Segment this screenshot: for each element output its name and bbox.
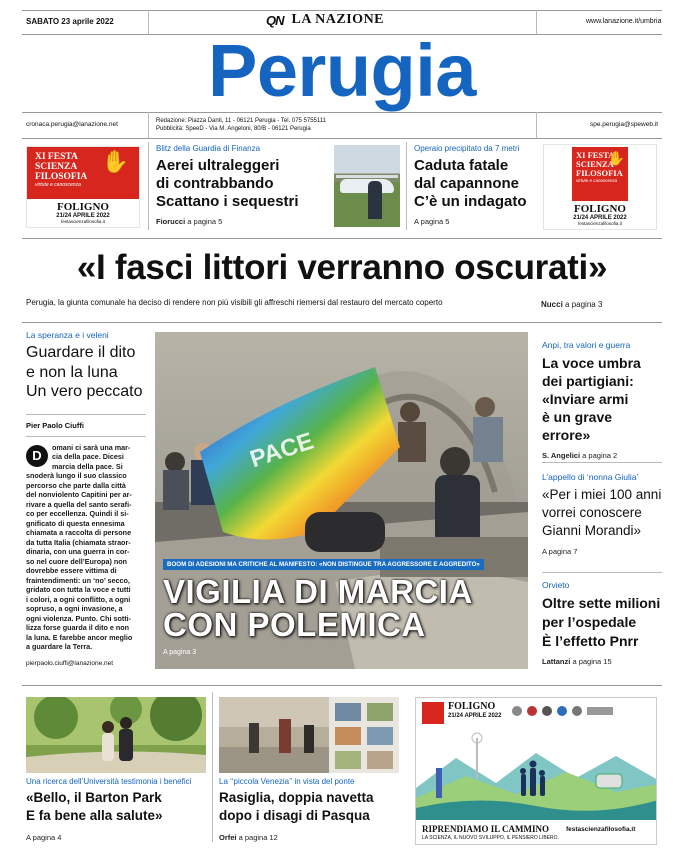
dropcap-block [26, 443, 146, 472]
festa-logo-icon [422, 702, 444, 724]
title-line: dopo i disagi di Pasqua [219, 808, 370, 823]
divider [26, 414, 146, 415]
title-line: Aerei ultraleggeri [156, 157, 280, 174]
sponsor-logos [512, 706, 613, 716]
address-block [156, 117, 326, 133]
editorial-email[interactable]: pierpaolo.ciuffi@lanazione.net [26, 660, 114, 667]
title-line: Scattano i sequestri [156, 193, 299, 210]
story-author: Fiorucci [156, 217, 186, 226]
story-page-ref: a pagina 2 [582, 451, 618, 460]
festa-url: festascienzafilosofia.it [578, 221, 622, 226]
festa-tagline: virtute e canoscenza [576, 178, 618, 183]
issue-date: SABATO 23 aprile 2022 [26, 17, 114, 26]
title-line: è un grave errore» [542, 409, 613, 443]
bottom-story-2[interactable] [219, 777, 409, 842]
sponsor-logo-icon [512, 706, 522, 716]
festa-city: FOLIGNO [574, 203, 626, 215]
section-rule [22, 685, 662, 686]
editorial-body [26, 443, 146, 652]
editorial-author: Pier Paolo Ciuffi [26, 420, 84, 430]
title-line: Caduta fatale [414, 157, 509, 174]
editorial-line: gridato con tutta la voce e tutti [26, 585, 131, 594]
divider [148, 112, 149, 138]
editorial-line: gnificato di questa ennesima [26, 518, 125, 528]
email-left[interactable]: cronaca.perugia@lanazione.net [26, 121, 118, 128]
divider [542, 572, 662, 573]
plane-wing [336, 175, 398, 178]
title-line: È l’effetto Pnrr [542, 633, 639, 649]
festa-line: FILOSOFIA [576, 168, 623, 178]
story-kicker: Blitz della Guardia di Finanza [156, 144, 261, 153]
info-rule [22, 112, 662, 113]
title-line: E fa bene alla salute» [26, 808, 163, 823]
photo-page-ref: A pagina 3 [163, 649, 197, 656]
rasiglia-photo[interactable] [219, 697, 399, 773]
festa-city: FOLIGNO [57, 201, 109, 213]
top-story-1[interactable] [156, 144, 328, 226]
title-line: Guardare il dito [26, 344, 136, 361]
title-line: VIGILIA DI MARCIA [163, 573, 473, 610]
festa-line: XI FESTA [576, 150, 615, 160]
section-rule [22, 238, 662, 239]
headline-subtitle: Perugia, la giunta comunale ha deciso di rendere non più visibili gli affreschi riemersi dal restauro del mercato coperto [26, 298, 443, 307]
editorial-lines [26, 471, 146, 652]
festa-line: XI FESTA [35, 152, 78, 162]
title-line: per l’ospedale [542, 614, 637, 630]
sponsor-logo-icon [572, 706, 582, 716]
title-line: Gianni Morandi» [542, 523, 642, 538]
ad-slogan: RIPRENDIAMO IL CAMMINO [422, 824, 549, 834]
story-author: Lattanzi [542, 657, 571, 666]
headline-page-ref: a pagina 3 [565, 300, 603, 309]
editorial-line: i colori, a ogni conflitto, a ogni [26, 594, 131, 604]
plane-shape [340, 179, 394, 193]
editorial-line: marcia della pace. Si [52, 461, 123, 471]
festa-url: festascienzafilosofia.it [61, 219, 105, 224]
festa-dates: 21/24 APRILE 2022 [56, 213, 110, 219]
plane-photo[interactable] [334, 145, 400, 227]
editorial-line: chiamata a raccolta di persone [26, 528, 132, 537]
title-line: Oltre sette milioni [542, 595, 661, 611]
story-title [219, 789, 409, 825]
title-line: «Bello, il Barton Park [26, 790, 162, 805]
story-kicker: L’appello di ‘nonna Giulia’ [542, 472, 639, 482]
sponsor-logo-icon [542, 706, 552, 716]
website-link[interactable]: www.lanazione.it/umbria [586, 18, 662, 25]
story-page-ref: a pagina 15 [572, 657, 612, 666]
festa-ad-right[interactable] [543, 144, 657, 230]
festa-tagline: virtute e canoscenza [35, 182, 81, 188]
editorial-line: dovrebbe essere vittima di [26, 566, 117, 575]
email-right[interactable]: spe.perugia@speweb.it [590, 121, 659, 128]
info-rule [22, 138, 662, 139]
editorial-line: omani ci sarà una mar- [52, 442, 131, 452]
address-line: Pubblicità: SpeeD - Via M. Angeloni, 80/B - 06121 Perugia [156, 126, 311, 132]
hand-icon: ✋ [101, 149, 129, 174]
story-title [414, 157, 534, 211]
sponsor-logo-icon [527, 706, 537, 716]
title-line: Rasiglia, doppia navetta [219, 790, 374, 805]
festa-ad-left[interactable] [26, 146, 140, 228]
ad-dates: 21/24 APRILE 2022 [448, 713, 502, 719]
editorial-line: cia della pace. Dicesi [52, 452, 124, 461]
story-author: Orfei [219, 833, 237, 842]
editorial-line: del nonviolento Capitini per ar- [26, 490, 132, 499]
brand-name: LA NAZIONE [291, 12, 385, 27]
divider [148, 142, 149, 230]
sponsor-logo-icon [557, 706, 567, 716]
story-page-ref: a pagina 12 [238, 833, 278, 842]
flag-text: PACE [246, 427, 317, 474]
divider [406, 142, 407, 230]
qn-logo-icon: QN [266, 12, 284, 28]
park-photo[interactable] [26, 697, 206, 773]
story-page-ref: A pagina 7 [542, 547, 578, 556]
story-kicker: Orvieto [542, 580, 570, 590]
dropcap: D [26, 445, 48, 467]
story-kicker: Anpi, tra valori e guerra [542, 340, 631, 350]
divider [542, 462, 662, 463]
ad-sub: LA SCIENZA, IL NUOVO SVILUPPO, IL PENSIERO LIBERO. [422, 835, 559, 841]
ad-url[interactable]: festascienzafilosofia.it [566, 826, 636, 833]
story-title [542, 486, 662, 540]
right-story-1[interactable] [542, 340, 662, 460]
story-kicker: Operaio precipitato da 7 metri [414, 144, 520, 153]
title-line: dei partigiani: [542, 373, 634, 389]
story-page-ref: A pagina 5 [414, 217, 450, 226]
editorial-line: dinaria, con una guerra in cor- [26, 547, 130, 556]
title-line: dal capannone [414, 175, 520, 192]
divider [212, 692, 213, 842]
editorial-kicker: La speranza e i veleni [26, 330, 109, 340]
story-title [156, 157, 328, 211]
editorial-line: sopruso, a ogni invasione, a [26, 604, 123, 613]
editorial-title [26, 343, 146, 402]
hand-icon: ✋ [607, 150, 625, 166]
title-line: di contrabbando [156, 175, 274, 192]
headline-author: Nucci [541, 300, 563, 309]
editorial-line: percorso che parte dalla città [26, 480, 126, 490]
main-photo[interactable] [155, 332, 528, 669]
festa-line: FILOSOFIA [35, 172, 88, 182]
story-kicker: La ‘‘piccola Venezia’’ in vista del ponte [219, 777, 355, 786]
top-story-2[interactable] [414, 144, 534, 226]
story-kicker: Una ricerca dell’Università testimonia i benefici [26, 777, 192, 786]
title-line: e non la luna [26, 363, 118, 381]
editorial-line: a guardare la Terra. [26, 642, 93, 651]
landscape-illustration [416, 728, 657, 820]
photo-banner: BOOM DI ADESIONI MA CRITICHE AL MANIFESTO: «NON DISTINGUE TRA AGGRESSORE E AGGREDITO» [163, 559, 484, 570]
editorial-line: lizza forse guarda il dito e non [26, 623, 130, 632]
editorial-line: fraintendimenti: un ‘no’ secco, [26, 575, 130, 585]
festa-line: SCIENZA [35, 162, 78, 172]
festa-line: SCIENZA [576, 159, 614, 169]
address-line: Redazione: Piazza Danti, 11 - 06121 Perugia - Tel. 075 5755111 [156, 118, 327, 124]
story-page-ref: a pagina 5 [187, 217, 223, 226]
story-page-ref: A pagina 4 [26, 833, 62, 842]
story-title [26, 789, 206, 825]
title-line: «Inviare armi [542, 391, 629, 407]
editorial[interactable] [26, 330, 146, 652]
editorial-line: rivare a quella del santo serafi- [26, 499, 132, 509]
photo-title [163, 575, 473, 641]
top-rule [22, 10, 662, 11]
brand-logo [266, 12, 384, 28]
title-line: C’è un indagato [414, 193, 527, 210]
festa-dates: 21/24 APRILE 2022 [573, 215, 627, 221]
editorial-line: snoderà lungo il suo classico [26, 471, 127, 480]
sponsor-logo-icon [587, 707, 613, 715]
park-illustration [26, 697, 206, 773]
editorial-line: ogni violenza. Punto. Chi sotti- [26, 613, 132, 623]
section-rule [22, 322, 662, 323]
ad-city: FOLIGNO [448, 701, 496, 712]
title-line: vorrei conoscere [542, 505, 642, 520]
title-line: La voce umbra [542, 355, 641, 371]
rasiglia-illustration [219, 697, 399, 773]
editorial-line: da tutta Italia (chiamata straor- [26, 537, 131, 547]
right-story-3[interactable] [542, 580, 662, 666]
story-author: S. Angelici [542, 451, 581, 460]
title-line: «Per i miei 100 anni [542, 487, 662, 502]
bottom-story-1[interactable] [26, 777, 206, 842]
bottom-festa-ad[interactable] [415, 697, 657, 845]
title-line: CON POLEMICA [163, 606, 426, 643]
editorial-first-lines [52, 443, 130, 472]
editorial-line: so nel cuore dell’Europa) non [26, 556, 128, 566]
title-line: Un vero peccato [26, 383, 143, 400]
editorial-line: co per eccellenza. Quindi il si- [26, 509, 129, 518]
main-headline[interactable]: «I fasci littori verranno oscurati» [76, 248, 608, 287]
officer-figure [368, 181, 382, 219]
editorial-line: la luna. E farebbe ancor meglio [26, 632, 133, 642]
story-title [542, 594, 662, 651]
divider [26, 436, 146, 437]
right-story-2[interactable] [542, 472, 662, 556]
divider [536, 112, 537, 138]
city-title: Perugia [208, 29, 476, 112]
story-title [542, 354, 662, 444]
